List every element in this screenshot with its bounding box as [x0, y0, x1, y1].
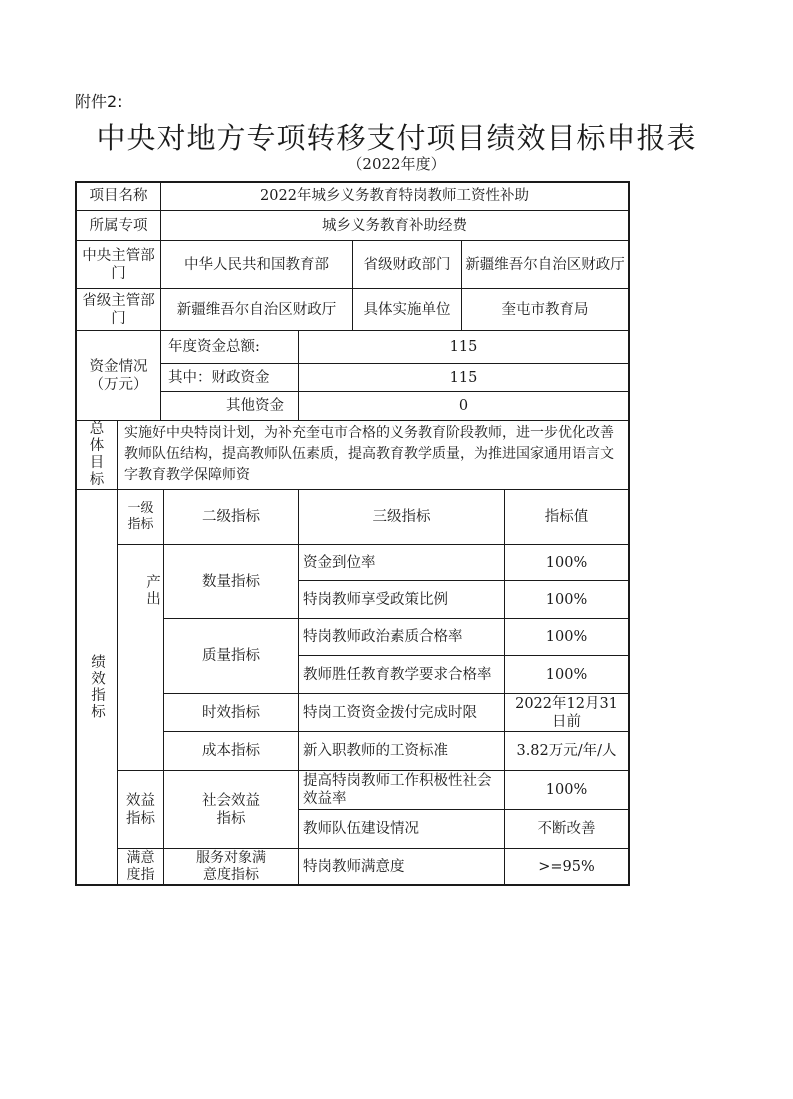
- goal-text: 实施好中央特岗计划，为补充奎屯市合格的义务教育阶段教师，进一步优化改善教师队伍结构，提高教师队伍素质，提高教育教学质量，为推进国家通用语言文字教育教学保障师资: [124, 425, 614, 483]
- quality-label: 质量指标: [202, 648, 260, 664]
- row9-name: 特岗教师满意度: [303, 858, 405, 875]
- service-satisfaction-label: 服务对象满意度指标: [196, 849, 266, 883]
- row7-value: 100%: [545, 782, 588, 798]
- document-title: 中央对地方专项转移支付项目绩效目标申报表: [96, 121, 697, 155]
- attachment-label: 附件2:: [75, 92, 123, 111]
- row3-value: 100%: [545, 629, 588, 645]
- header-level3: 三级指标: [372, 509, 431, 525]
- prov-finance-label: 省级财政部门: [363, 256, 451, 273]
- cost-label: 成本指标: [202, 743, 260, 759]
- row4-value: 100%: [545, 666, 588, 683]
- document-year: （2022年度）: [347, 155, 446, 173]
- prov-finance-value: 新疆维吾尔自治区财政厅: [465, 256, 625, 273]
- funds-total-label: 年度资金总额:: [168, 339, 260, 355]
- header-value: 指标值: [544, 509, 589, 525]
- funds-other-label: 其他资金: [226, 398, 284, 414]
- row5-value: 2022年12月31日前: [515, 695, 618, 730]
- satisfaction-label: 满意度指: [126, 849, 155, 883]
- row8-value: 不断改善: [537, 821, 596, 837]
- header-level2: 二级指标: [202, 509, 260, 525]
- row2-name: 特岗教师享受政策比例: [303, 591, 448, 608]
- row6-name: 新入职教师的工资标准: [303, 743, 448, 759]
- prov-dept-value: 新疆维吾尔自治区财政厅: [176, 301, 337, 318]
- funds-other-value: 0: [458, 398, 469, 414]
- funds-label: 资金情况（万元）: [89, 358, 148, 393]
- row8-name: 教师队伍建设情况: [303, 821, 419, 837]
- impl-unit-value: 奎屯市教育局: [501, 301, 589, 318]
- project-name-label: 项目名称: [89, 188, 148, 204]
- row3-name: 特岗教师政治素质合格率: [303, 629, 463, 645]
- central-dept-value: 中华人民共和国教育部: [184, 256, 329, 273]
- row1-name: 资金到位率: [303, 554, 376, 571]
- header-level1: 一级指标: [127, 501, 154, 532]
- project-name-value: 2022年城乡义务教育特岗教师工资性补助: [260, 188, 529, 204]
- timeliness-label: 时效指标: [202, 704, 260, 721]
- row5-name: 特岗工资资金拨付完成时限: [303, 704, 477, 721]
- benefit-label: 效益指标: [126, 792, 155, 827]
- row6-value: 3.82万元/年/人: [516, 743, 617, 759]
- quantity-label: 数量指标: [202, 573, 260, 590]
- output-label: 产出: [144, 573, 160, 607]
- social-benefit-label: 社会效益指标: [202, 792, 260, 827]
- funds-fiscal-label: 其中：财政资金: [168, 369, 270, 386]
- funds-fiscal-value: 115: [449, 369, 478, 386]
- central-dept-label: 中央主管部门: [82, 247, 155, 282]
- row9-value: >=95%: [538, 858, 595, 875]
- row1-value: 100%: [545, 554, 588, 571]
- row7-name: 提高特岗教师工作积极性社会效益率: [303, 773, 492, 807]
- impl-unit-label: 具体实施单位: [363, 301, 451, 318]
- special-value: 城乡义务教育补助经费: [322, 217, 467, 234]
- row2-value: 100%: [545, 591, 588, 608]
- indicators-label: 绩效指标: [89, 654, 105, 720]
- row4-name: 教师胜任教育教学要求合格率: [303, 666, 492, 683]
- special-label: 所属专项: [89, 217, 148, 234]
- goal-label: 总体目标: [89, 421, 105, 488]
- prov-dept-label: 省级主管部门: [82, 292, 155, 327]
- funds-total-value: 115: [449, 339, 478, 355]
